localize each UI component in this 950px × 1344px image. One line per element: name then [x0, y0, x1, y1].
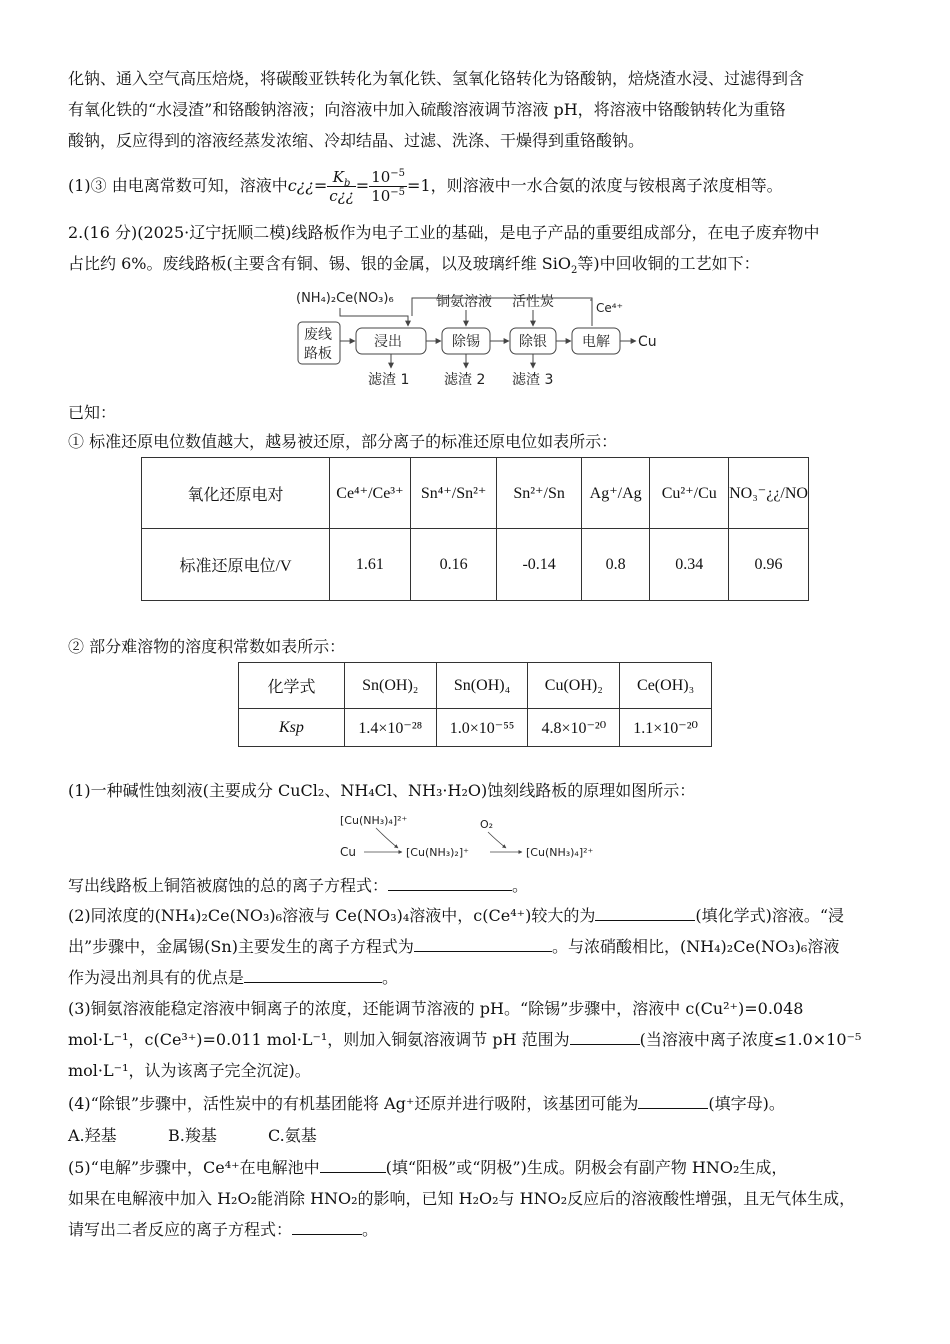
fraction-ten [369, 168, 407, 205]
q2-line-2a: 占比约 6%。废线路板(主要含有铜、锡、银的金属，以及玻璃纤维 SiO [68, 254, 571, 273]
fraction-ten-num: 10 [371, 168, 391, 186]
q2-line-2c: 等)中回收铜的工艺如下： [577, 254, 760, 273]
sub2-line-3a: 作为浸出剂具有的优点是 [68, 968, 245, 987]
answer-1-suffix: =1，则溶液中一水合氨的浓度与铵根离子浓度相等。 [407, 176, 783, 195]
scheme-end: [Cu(NH₃)₄]²⁺ [526, 846, 594, 859]
t2-formula-1: Sn(OH)₄ [436, 663, 528, 709]
fraction-ten-den: 10 [371, 187, 391, 205]
sub4-line-1b: (填字母)。 [708, 1094, 785, 1113]
scheme-top-o2: O₂ [480, 818, 494, 831]
sub5-blank-2[interactable] [292, 1216, 362, 1235]
sub4-blank[interactable] [638, 1090, 708, 1109]
scheme-cu: Cu [340, 845, 356, 859]
t2-formula-2: Cu(OH)₂ [528, 663, 620, 709]
t2-ksp-0: 1.4×10⁻²⁸ [344, 709, 436, 747]
intro-line-1: 化钠、通入空气高压焙烧，将碳酸亚铁转化为氧化铁、氢氧化铬转化为铬酸钠，焙烧渣水浸、过滤得到含 [68, 69, 805, 88]
box-waste-board-l2: 路板 [304, 346, 332, 362]
sub2-line-2b: 。与浓硝酸相比，(NH₄)₂Ce(NO₃)₆溶液 [551, 937, 840, 956]
fraction-kb-num: K [332, 168, 344, 186]
sub2-blank-3[interactable] [244, 964, 382, 983]
box-silver-removal-label: 除银 [519, 334, 547, 350]
sub3-line-3: mol·L⁻¹，认为该离子完全沉淀)。 [68, 1061, 311, 1080]
sub2-line-2a: 出”步骤中，金属锡(Sn)主要发生的离子方程式为 [68, 937, 414, 956]
sub1-prompt: 写出线路板上铜箔被腐蚀的总的离子方程式： [68, 876, 389, 895]
t2-formula-3: Ce(OH)₃ [620, 663, 712, 709]
recycle-ce4-label: Ce⁴⁺ [596, 301, 623, 315]
sub3-blank[interactable] [570, 1026, 640, 1045]
sub5-line-3b: 。 [362, 1220, 379, 1239]
t1-value-0: 1.61 [330, 529, 411, 601]
t1-pair-3: Ag⁺/Ag [581, 458, 650, 529]
etching-scheme [336, 810, 626, 866]
t1-value-2: -0.14 [497, 529, 581, 601]
box-waste-board-l1: 废线 [304, 327, 332, 343]
reduction-potential-table [141, 457, 809, 601]
sub5-line-1b: (填“阳极”或“阴极”)生成。阴极会有副产物 HNO₂生成， [385, 1158, 788, 1177]
product-cu: Cu [638, 334, 657, 350]
sub5-line-3 [68, 1215, 898, 1245]
t1-value-3: 0.8 [581, 529, 650, 601]
sub1-prompt-line [68, 871, 898, 901]
sub4-line-1a: (4)“除银”步骤中，活性炭中的有机基团能将 Ag⁺还原并进行吸附，该基团可能为 [68, 1094, 639, 1113]
t1-header-pair: 氧化还原电对 [142, 458, 330, 529]
residue-2: 滤渣 2 [444, 372, 486, 388]
option-b[interactable]: B.羧基 [168, 1126, 217, 1145]
sub1-text: (1)一种碱性蚀刻液(主要成分 CuCl₂、NH₄Cl、NH₃·H₂O)蚀刻线路板的原理如图所示： [68, 781, 696, 800]
residue-3: 滤渣 3 [512, 372, 554, 388]
answer-1: (1)③ 由电离常数可知，溶液中c¿¿= $\frac{K_b}{c¿¿}$ = $\frac{10^{-5}}{10^{-5}}$ =1，则溶液中一水合氨的浓度与铵根离子浓度相等。 [68, 168, 783, 205]
sub5-blank-1[interactable] [320, 1154, 386, 1173]
scheme-mid: [Cu(NH₃)₂]⁺ [406, 846, 469, 859]
q2-line-1: 2.(16 分)(2025·辽宁抚顺二模)线路板作为电子工业的基础，是电子产品的重要组成部分，在电子废弃物中 [68, 223, 820, 242]
intro-line-3: 酸钠，反应得到的溶液经蒸发浓缩、冷却结晶、过滤、洗涤、干燥得到重铬酸钠。 [68, 131, 645, 150]
sub5-line-1a: (5)“电解”步骤中，Ce⁴⁺在电解池中 [68, 1158, 320, 1177]
known-item-1: ① 标准还原电位数值越大，越易被还原，部分离子的标准还原电位如表所示： [68, 432, 618, 451]
reagent-copper-ammonia: 铜氨溶液 [436, 294, 492, 310]
sub2-line-1 [68, 901, 898, 931]
sub5-line-3a: 请写出二者反应的离子方程式： [68, 1220, 293, 1239]
t2-header-ksp: Ksp [239, 709, 345, 747]
reagent-activated-carbon: 活性炭 [512, 294, 554, 310]
fraction-kb-den: c¿¿ [329, 187, 354, 205]
t1-header-potential: 标准还原电位/V [142, 529, 330, 601]
sub2-blank-2[interactable] [414, 933, 552, 952]
t1-value-1: 0.16 [410, 529, 497, 601]
sub3-line-2b: (当溶液中离子浓度≤1.0×10⁻⁵ [639, 1030, 862, 1049]
sub2-line-3b: 。 [382, 968, 399, 987]
t1-pair-5: NO₃⁻¿¿/NO [729, 458, 809, 529]
sub3-line-1: (3)铜氨溶液能稳定溶液中铜离子的浓度，还能调节溶液的 pH。“除锡”步骤中，溶液中 c(Cu²⁺)=0.048 [68, 999, 804, 1018]
intro-line-2: 有氧化铁的“水浸渣”和铬酸钠溶液；向溶液中加入硫酸溶液调节溶液 pH，将溶液中铬酸钠转化为重铬 [68, 100, 786, 119]
q2-line-2-sub: 2 [571, 265, 578, 277]
sub2-line-1b: (填化学式)溶液。“浸 [695, 906, 844, 925]
sub1-answer-blank[interactable] [388, 872, 512, 891]
sub5-line-2: 如果在电解液中加入 H₂O₂能消除 HNO₂的影响，已知 H₂O₂与 HNO₂反应后的溶液酸性增强，且无气体生成， [68, 1189, 856, 1208]
sub2-line-3 [68, 963, 898, 993]
reagent-ce-nitrate: (NH₄)₂Ce(NO₃)₆ [296, 291, 394, 306]
fraction-ten-num-exp: −5 [390, 168, 406, 179]
sub1-end: 。 [512, 876, 529, 895]
sub3-line-2 [68, 1025, 898, 1055]
scheme-top-complex: [Cu(NH₃)₄]²⁺ [340, 814, 408, 827]
t2-header-formula: 化学式 [239, 663, 345, 709]
fraction-kb [327, 168, 356, 205]
process-flow-diagram [292, 286, 662, 392]
option-a[interactable]: A.羟基 [68, 1126, 117, 1145]
t1-pair-4: Cu²⁺/Cu [650, 458, 729, 529]
ksp-table [238, 662, 712, 747]
box-leaching-label: 浸出 [374, 334, 402, 350]
sub2-line-2 [68, 932, 898, 962]
t1-pair-1: Sn⁴⁺/Sn²⁺ [410, 458, 497, 529]
t1-pair-0: Ce⁴⁺/Ce³⁺ [330, 458, 411, 529]
q2-line-2 [68, 249, 898, 279]
sub4-line-1 [68, 1089, 898, 1119]
sub5-line-1 [68, 1153, 898, 1183]
fraction-kb-num-sub: b [343, 178, 351, 189]
t1-value-5: 0.96 [729, 529, 809, 601]
t2-ksp-2: 4.8×10⁻²⁰ [528, 709, 620, 747]
t2-formula-0: Sn(OH)₂ [344, 663, 436, 709]
t1-pair-2: Sn²⁺/Sn [497, 458, 581, 529]
sub2-line-1a: (2)同浓度的(NH₄)₂Ce(NO₃)₆溶液与 Ce(NO₃)₄溶液中，c(Ce⁴⁺)较大的为 [68, 906, 596, 925]
known-title: 已知： [68, 403, 117, 422]
fraction-ten-den-exp: −5 [390, 187, 406, 198]
t2-ksp-3: 1.1×10⁻²⁰ [620, 709, 712, 747]
answer-1-prefix: (1)③ 由电离常数可知，溶液中 [68, 176, 288, 195]
box-electrolysis-label: 电解 [582, 334, 610, 350]
residue-1: 滤渣 1 [368, 372, 410, 388]
option-c[interactable]: C.氨基 [268, 1126, 317, 1145]
sub3-line-2a: mol·L⁻¹，c(Ce³⁺)=0.011 mol·L⁻¹，则加入铜氨溶液调节 pH 范围为 [68, 1030, 570, 1049]
answer-1-c: c¿¿ [287, 176, 314, 195]
t2-ksp-1: 1.0×10⁻⁵⁵ [436, 709, 528, 747]
sub4-options [68, 1121, 898, 1151]
t1-value-4: 0.34 [650, 529, 729, 601]
sub2-blank-1[interactable] [595, 902, 695, 921]
box-tin-removal-label: 除锡 [452, 334, 480, 350]
known-item-2: ② 部分难溶物的溶度积常数如表所示： [68, 637, 346, 656]
